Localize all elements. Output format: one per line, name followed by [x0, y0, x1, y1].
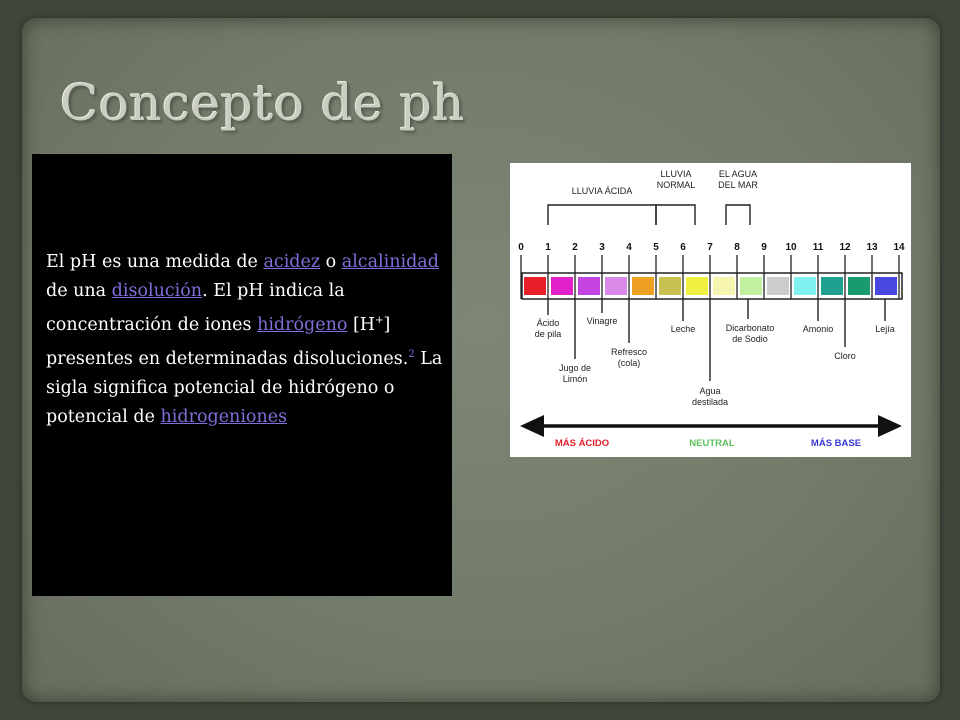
- reference-superscript[interactable]: 2: [408, 348, 415, 360]
- text-segment: El pH es una medida de: [46, 252, 264, 272]
- arrow-left-head: [520, 415, 544, 437]
- agua-mar-label-2: DEL MAR: [718, 180, 758, 190]
- text-segment: La sigla significa potencial de hidrógeno o potencial de: [46, 348, 443, 427]
- ph-band-4: [632, 277, 654, 295]
- ph-number-6: 6: [680, 242, 686, 253]
- lluvia-normal-bracket: [656, 205, 695, 225]
- ph-band-9: [767, 277, 789, 295]
- ph-number-11: 11: [812, 242, 824, 253]
- text-segment: de una: [46, 281, 112, 301]
- label-acido-pila-2: de pila: [534, 329, 562, 339]
- ph-band-6: [686, 277, 708, 295]
- ph-band-7: [713, 277, 735, 295]
- label-bicarbonato-1: Dicarbonato: [725, 323, 775, 333]
- ph-number-7: 7: [707, 242, 713, 253]
- link-alcalinidad[interactable]: alcalinidad: [341, 252, 439, 272]
- ph-band-1: [551, 277, 573, 295]
- ph-scale-numbers: [518, 242, 905, 253]
- ph-number-2: 2: [572, 242, 578, 253]
- label-agua-destilada-1: Agua: [699, 386, 721, 396]
- agua-mar-label-1: EL AGUA: [718, 169, 758, 179]
- link-disolucion[interactable]: disolución: [111, 281, 203, 301]
- text-segment: [H: [347, 314, 376, 335]
- link-hidrogeniones[interactable]: hidrogeniones: [160, 406, 288, 427]
- ph-number-4: 4: [626, 242, 632, 253]
- definition-textbox: [32, 154, 452, 596]
- ph-number-12: 12: [839, 242, 851, 253]
- ph-number-1: 1: [545, 242, 551, 253]
- agua-mar-bracket: [726, 205, 750, 225]
- link-acidez[interactable]: acidez: [263, 252, 321, 272]
- ph-band-2: [578, 277, 600, 295]
- ph-scale-diagram: [510, 163, 911, 457]
- text-segment: . El pH indica la concentración de iones: [46, 281, 345, 335]
- label-vinagre: Vinagre: [586, 316, 618, 326]
- ph-number-8: 8: [734, 242, 740, 253]
- ph-band-8: [740, 277, 762, 295]
- label-limon-2: Limón: [562, 374, 588, 384]
- label-lejia: Lejía: [875, 324, 895, 334]
- label-agua-destilada-2: destilada: [691, 397, 729, 407]
- ph-scale-svg: [510, 163, 911, 457]
- lluvia-acida-label: LLUVIA ÁCIDA: [571, 186, 633, 196]
- label-cloro: Cloro: [834, 351, 856, 361]
- label-amonio: Amonio: [802, 324, 834, 334]
- ph-band-11: [821, 277, 843, 295]
- label-limon-1: Jugo de: [558, 363, 592, 373]
- ph-number-0: 0: [518, 242, 524, 253]
- ph-number-3: 3: [599, 242, 605, 253]
- ph-band-3: [605, 277, 627, 295]
- text-segment: ] presentes en determinadas disoluciones.: [46, 314, 409, 369]
- lluvia-acida-bracket: [548, 205, 656, 225]
- label-neutral: NEUTRAL: [689, 438, 735, 449]
- ph-band-12: [848, 277, 870, 295]
- label-refresco-2: (cola): [617, 358, 641, 368]
- ph-number-13: 13: [866, 242, 878, 253]
- label-refresco-1: Refresco: [610, 347, 648, 357]
- ph-number-5: 5: [653, 242, 659, 253]
- label-mas-acido: MÁS ÁCIDO: [554, 438, 610, 449]
- ph-band-0: [524, 277, 546, 295]
- arrow-right-head: [878, 415, 902, 437]
- page-title: Concepto de ph: [60, 74, 465, 132]
- ph-band-10: [794, 277, 816, 295]
- label-leche: Leche: [670, 324, 696, 334]
- label-acido-pila-1: Ácido: [536, 318, 560, 328]
- plus-superscript: +: [375, 315, 384, 326]
- lluvia-normal-label-1: LLUVIA: [660, 169, 692, 179]
- text-segment: o: [320, 252, 342, 272]
- label-bicarbonato-2: de Sodio: [732, 334, 768, 344]
- link-hidrogeno[interactable]: hidrógeno: [257, 314, 348, 335]
- lluvia-normal-label-2: NORMAL: [656, 180, 696, 190]
- ph-number-9: 9: [761, 242, 767, 253]
- ph-band-13: [875, 277, 897, 295]
- ph-band-5: [659, 277, 681, 295]
- ph-number-10: 10: [785, 242, 797, 253]
- label-mas-base: MÁS BASE: [810, 438, 862, 449]
- definition-paragraph: [46, 248, 446, 432]
- ph-number-14: 14: [893, 242, 905, 253]
